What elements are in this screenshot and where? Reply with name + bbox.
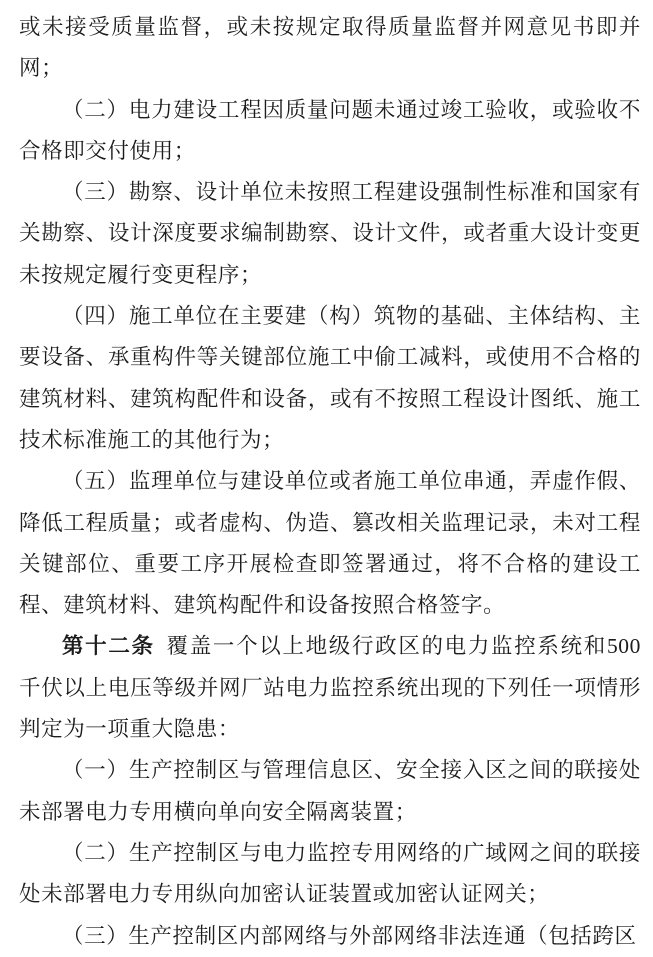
article-number: 第十二条	[62, 634, 155, 659]
paragraph-text: （四）施工单位在主要建（构）筑物的基础、主体结构、主要设备、承重构件等关键部位施工中偷工减料，或使用不合格的建筑材料、建筑构配件和设备，或有不按照工程设计图纸、施工技术标准施工的其他行为；	[19, 304, 641, 452]
document-body	[19, 7, 641, 957]
paragraph-text: （二）电力建设工程因质量问题未通过竣工验收，或验收不合格即交付使用；	[19, 97, 641, 163]
clause-paragraph	[19, 172, 641, 296]
clause-paragraph	[19, 461, 641, 626]
clause-paragraph	[19, 750, 641, 833]
paragraph-text: （三）生产控制区内部网络与外部网络非法连通（包括跨区	[62, 923, 637, 948]
paragraph-text: 或未接受质量监督，或未按规定取得质量监督并网意见书即并网；	[19, 15, 641, 81]
paragraph-text: 覆盖一个以上地级行政区的电力监控系统和500 千伏以上电压等级并网厂站电力监控系统出现的下列任一项情形判定为一项重大隐患：	[19, 634, 641, 742]
clause-paragraph	[19, 90, 641, 173]
clause-paragraph	[19, 296, 641, 461]
clause-paragraph	[19, 833, 641, 916]
paragraph-text: （一）生产控制区与管理信息区、安全接入区之间的联接处未部署电力专用横向单向安全隔离装置；	[19, 758, 641, 824]
paragraph-text: （五）监理单位与建设单位或者施工单位串通，弄虚作假、降低工程质量；或者虚构、伪造、篡改相关监理记录，未对工程关键部位、重要工序开展检查即签署通过，将不合格的建设工程、建筑材料、建筑构配件和设备按照合格签字。	[19, 469, 641, 618]
paragraph-text: （二）生产控制区与电力监控专用网络的广域网之间的联接处未部署电力专用纵向加密认证装置或加密认证网关；	[19, 840, 641, 907]
paragraph-text: （三）勘察、设计单位未按照工程建设强制性标准和国家有关勘察、设计深度要求编制勘察、设计文件，或者重大设计变更未按规定履行变更程序；	[19, 180, 641, 287]
clause-paragraph	[19, 916, 641, 957]
article-paragraph	[19, 626, 641, 750]
continuation-paragraph	[19, 7, 641, 90]
